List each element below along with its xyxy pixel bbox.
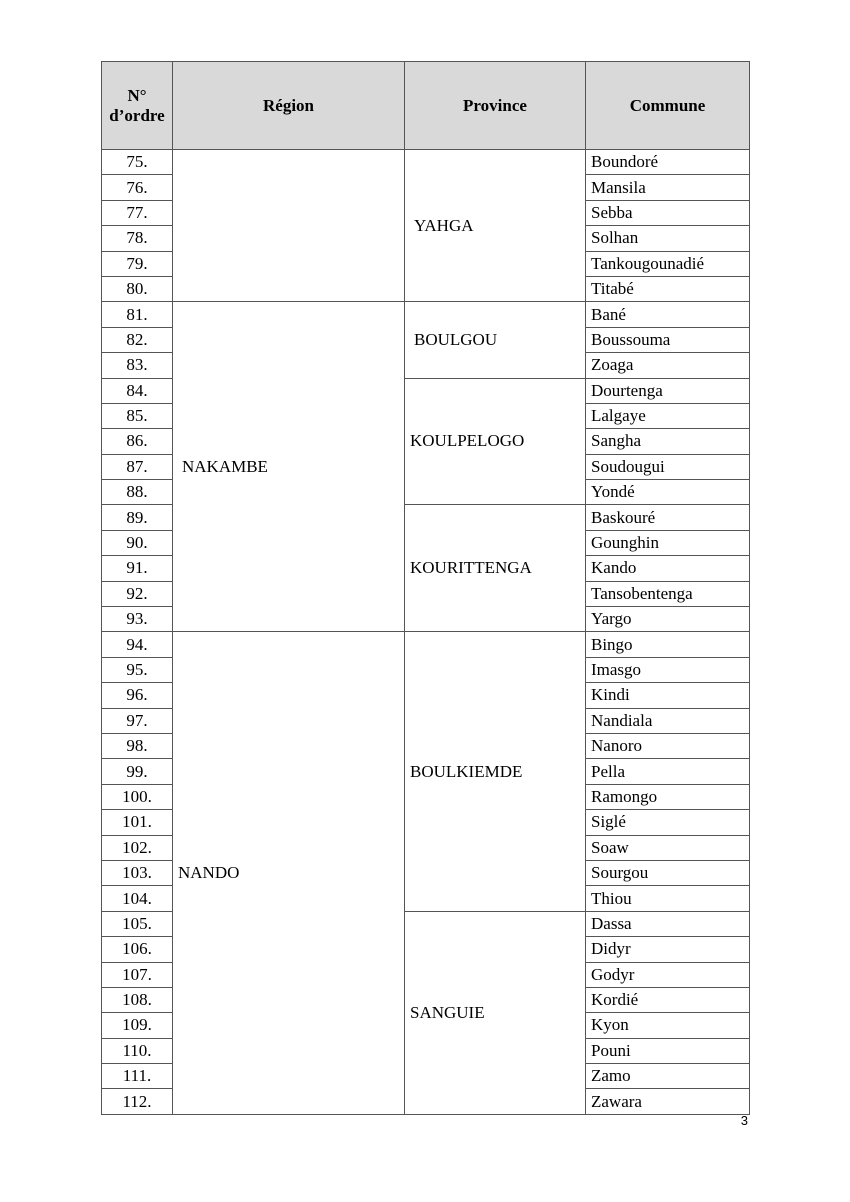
commune-cell: Soudougui bbox=[586, 454, 750, 479]
row-number: 85. bbox=[102, 403, 173, 428]
commune-cell: Sebba bbox=[586, 200, 750, 225]
row-number: 110. bbox=[102, 1038, 173, 1063]
row-number: 90. bbox=[102, 530, 173, 555]
row-number: 108. bbox=[102, 987, 173, 1012]
row-number: 103. bbox=[102, 860, 173, 885]
commune-cell: Didyr bbox=[586, 937, 750, 962]
commune-cell: Pouni bbox=[586, 1038, 750, 1063]
commune-cell: Yargo bbox=[586, 607, 750, 632]
row-number: 99. bbox=[102, 759, 173, 784]
commune-cell: Bané bbox=[586, 302, 750, 327]
row-number: 87. bbox=[102, 454, 173, 479]
commune-cell: Pella bbox=[586, 759, 750, 784]
row-number: 79. bbox=[102, 251, 173, 276]
commune-cell: Boundoré bbox=[586, 150, 750, 175]
commune-cell: Kindi bbox=[586, 683, 750, 708]
table-row bbox=[102, 150, 750, 175]
table-row bbox=[102, 632, 750, 657]
commune-cell: Gounghin bbox=[586, 530, 750, 555]
header-num bbox=[102, 62, 173, 150]
commune-cell: Yondé bbox=[586, 480, 750, 505]
region-cell bbox=[173, 150, 405, 302]
commune-cell: Bingo bbox=[586, 632, 750, 657]
commune-cell: Dourtenga bbox=[586, 378, 750, 403]
commune-cell: Zamo bbox=[586, 1064, 750, 1089]
row-number: 75. bbox=[102, 150, 173, 175]
header-num-line1: N° bbox=[127, 85, 147, 105]
row-number: 86. bbox=[102, 429, 173, 454]
commune-cell: Tankougounadié bbox=[586, 251, 750, 276]
row-number: 91. bbox=[102, 556, 173, 581]
commune-cell: Mansila bbox=[586, 175, 750, 200]
commune-cell: Imasgo bbox=[586, 657, 750, 682]
commune-cell: Nandiala bbox=[586, 708, 750, 733]
row-number: 104. bbox=[102, 886, 173, 911]
table-header-row bbox=[102, 62, 750, 150]
row-number: 107. bbox=[102, 962, 173, 987]
row-number: 80. bbox=[102, 276, 173, 301]
row-number: 95. bbox=[102, 657, 173, 682]
commune-cell: Sangha bbox=[586, 429, 750, 454]
row-number: 101. bbox=[102, 810, 173, 835]
row-number: 92. bbox=[102, 581, 173, 606]
commune-cell: Solhan bbox=[586, 226, 750, 251]
row-number: 105. bbox=[102, 911, 173, 936]
commune-cell: Siglé bbox=[586, 810, 750, 835]
commune-cell: Zoaga bbox=[586, 353, 750, 378]
row-number: 88. bbox=[102, 480, 173, 505]
row-number: 76. bbox=[102, 175, 173, 200]
table-body bbox=[102, 150, 750, 1115]
row-number: 77. bbox=[102, 200, 173, 225]
row-number: 94. bbox=[102, 632, 173, 657]
commune-cell: Lalgaye bbox=[586, 403, 750, 428]
commune-cell: Boussouma bbox=[586, 327, 750, 352]
commune-cell: Soaw bbox=[586, 835, 750, 860]
row-number: 83. bbox=[102, 353, 173, 378]
row-number: 84. bbox=[102, 378, 173, 403]
row-number: 97. bbox=[102, 708, 173, 733]
row-number: 89. bbox=[102, 505, 173, 530]
province-cell: KOULPELOGO bbox=[405, 378, 586, 505]
header-province: Province bbox=[405, 62, 586, 150]
row-number: 111. bbox=[102, 1064, 173, 1089]
commune-cell: Nanoro bbox=[586, 733, 750, 758]
commune-cell: Dassa bbox=[586, 911, 750, 936]
header-commune: Commune bbox=[586, 62, 750, 150]
province-cell: YAHGA bbox=[405, 150, 586, 302]
commune-cell: Godyr bbox=[586, 962, 750, 987]
communes-table bbox=[101, 61, 750, 1115]
commune-cell: Kordié bbox=[586, 987, 750, 1012]
province-cell: KOURITTENGA bbox=[405, 505, 586, 632]
header-region: Région bbox=[173, 62, 405, 150]
row-number: 100. bbox=[102, 784, 173, 809]
row-number: 78. bbox=[102, 226, 173, 251]
row-number: 81. bbox=[102, 302, 173, 327]
commune-cell: Thiou bbox=[586, 886, 750, 911]
commune-cell: Ramongo bbox=[586, 784, 750, 809]
row-number: 109. bbox=[102, 1013, 173, 1038]
province-cell: SANGUIE bbox=[405, 911, 586, 1114]
commune-cell: Kyon bbox=[586, 1013, 750, 1038]
table-row bbox=[102, 302, 750, 327]
commune-cell: Sourgou bbox=[586, 860, 750, 885]
region-cell: NAKAMBE bbox=[173, 302, 405, 632]
commune-cell: Kando bbox=[586, 556, 750, 581]
province-cell: BOULKIEMDE bbox=[405, 632, 586, 911]
row-number: 98. bbox=[102, 733, 173, 758]
commune-cell: Baskouré bbox=[586, 505, 750, 530]
row-number: 102. bbox=[102, 835, 173, 860]
commune-cell: Zawara bbox=[586, 1089, 750, 1114]
row-number: 112. bbox=[102, 1089, 173, 1114]
row-number: 82. bbox=[102, 327, 173, 352]
commune-cell: Tansobentenga bbox=[586, 581, 750, 606]
row-number: 96. bbox=[102, 683, 173, 708]
row-number: 106. bbox=[102, 937, 173, 962]
page-number: 3 bbox=[740, 1113, 748, 1128]
row-number: 93. bbox=[102, 607, 173, 632]
header-num-line2: d’ordre bbox=[109, 105, 165, 125]
commune-cell: Titabé bbox=[586, 276, 750, 301]
province-cell: BOULGOU bbox=[405, 302, 586, 378]
region-cell: NANDO bbox=[173, 632, 405, 1114]
